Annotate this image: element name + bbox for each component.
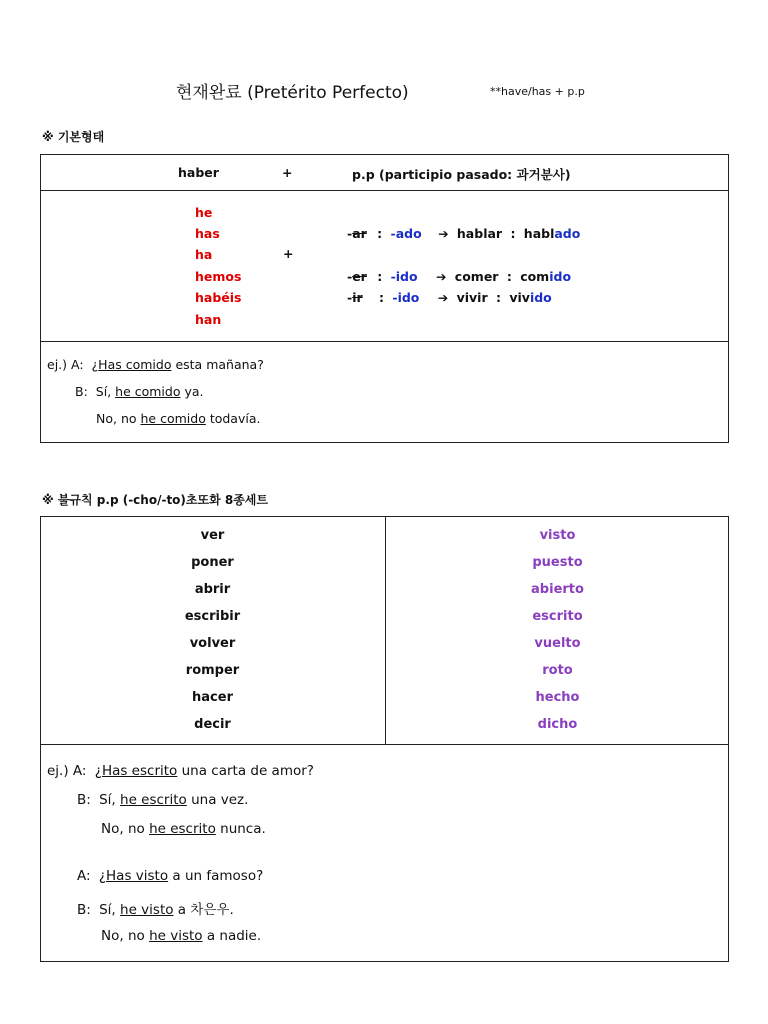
- irregular-participle-table: [40, 516, 729, 962]
- example-line: No, no he escrito nunca.: [101, 821, 266, 837]
- example-line: A: ¿Has visto a un famoso?: [77, 868, 264, 884]
- verb-infinitive: decir: [194, 717, 231, 732]
- new-ending: -ido: [392, 290, 420, 305]
- ending-ar: ar: [352, 226, 367, 241]
- arrow-icon: ➔: [435, 269, 447, 284]
- past-participle: vuelto: [534, 636, 581, 651]
- verb-infinitive: hacer: [192, 690, 233, 705]
- example-line: ej.) A: ¿Has escrito una carta de amor?: [47, 763, 314, 779]
- form-habeis: habéis: [195, 290, 242, 305]
- verb-infinitive: volver: [189, 636, 236, 651]
- verb-infinitive: abrir: [194, 582, 231, 597]
- form-he: he: [195, 205, 213, 220]
- arrow-icon: ➔: [438, 226, 449, 241]
- example-line: B: Sí, he visto a 차은우.: [77, 902, 234, 918]
- past-participle: abierto: [531, 582, 584, 597]
- form-ha: ha: [195, 247, 213, 262]
- new-ending: -ado: [390, 226, 422, 241]
- verb-infinitive: romper: [185, 663, 240, 678]
- header-haber: haber: [178, 165, 219, 180]
- page-title: 현재완료 (Pretérito Perfecto): [176, 83, 409, 103]
- header-plus: +: [282, 165, 293, 180]
- basic-form-table: [40, 154, 729, 443]
- verb-infinitive: escribir: [184, 609, 241, 624]
- section-heading-basic: ※ 기본형태: [42, 130, 105, 144]
- past-participle: visto: [539, 528, 576, 543]
- past-participle: hecho: [535, 690, 580, 705]
- header-participle: p.p (participio pasado: 과거분사): [352, 167, 571, 182]
- form-hemos: hemos: [195, 269, 242, 284]
- rule-er: -er : -ido ➔ comer : comido: [347, 269, 572, 284]
- example-line: No, no he comido todavía.: [96, 411, 261, 426]
- formula-note: **have/has + p.p: [490, 85, 585, 98]
- example-line: ej.) A: ¿Has comido esta mañana?: [47, 357, 264, 372]
- form-has: has: [195, 226, 220, 241]
- ending-er: er: [352, 269, 367, 284]
- new-ending: -ido: [390, 269, 418, 284]
- divider: [41, 190, 728, 191]
- past-participle: dicho: [537, 717, 578, 732]
- plus-sign: +: [283, 246, 294, 261]
- past-participle: escrito: [532, 609, 583, 624]
- past-participle: puesto: [532, 555, 583, 570]
- example-line: No, no he visto a nadie.: [101, 928, 262, 944]
- rule-ir: -ir : -ido ➔ vivir : vivido: [347, 290, 552, 305]
- arrow-icon: ➔: [437, 290, 449, 305]
- section-heading-irregular: ※ 불규칙 p.p (-cho/-to)초또화 8종세트: [42, 493, 268, 507]
- rule-ar: -ar : -ado ➔ hablar : hablado: [347, 226, 581, 241]
- example-line: B: Sí, he escrito una vez.: [77, 792, 249, 808]
- divider: [385, 517, 386, 745]
- form-han: han: [195, 312, 222, 327]
- verb-infinitive: ver: [200, 528, 225, 543]
- divider: [41, 744, 728, 745]
- divider: [41, 341, 728, 342]
- verb-infinitive: poner: [191, 555, 234, 570]
- example-line: B: Sí, he comido ya.: [75, 384, 204, 399]
- past-participle: roto: [542, 663, 573, 678]
- ending-ir: ir: [352, 290, 363, 305]
